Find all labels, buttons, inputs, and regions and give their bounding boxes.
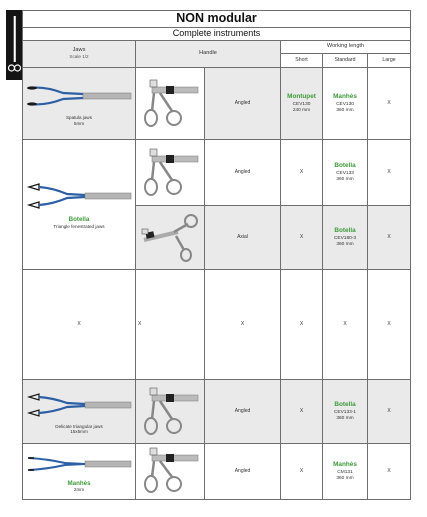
jaw-caption: Spatula jaws: [65, 115, 93, 121]
standard-cell: [323, 205, 368, 269]
standard-length: 360 mm: [336, 107, 354, 113]
short-cell: X: [281, 205, 323, 269]
table-row: [23, 139, 411, 205]
handle-image-cell: [136, 139, 205, 205]
angled-handle-image: [140, 381, 200, 441]
page-title: NON modular: [23, 11, 411, 28]
large-cell: X: [368, 67, 411, 139]
large-cell: X: [368, 443, 411, 499]
large-cell: X: [368, 269, 411, 379]
large-cell: X: [368, 379, 411, 443]
handle-column-header: Handle: [136, 40, 281, 67]
jaws-header-label: Jaws: [72, 47, 86, 54]
jaws-column-header: [23, 40, 136, 67]
standard-reference: CEV180-3: [333, 235, 357, 241]
handle-type: Angled: [205, 379, 281, 443]
jaws-cell: [23, 139, 136, 269]
angled-handle-image: [140, 142, 200, 202]
standard-brand: Botella: [334, 400, 356, 408]
large-cell: X: [368, 205, 411, 269]
jaw-brand: Botella: [68, 216, 90, 224]
standard-length: 360 mm: [336, 415, 354, 421]
standard-cell: X: [323, 269, 368, 379]
handle-type: Angled: [205, 67, 281, 139]
scissors-tab: [6, 10, 23, 80]
short-cell: X: [281, 269, 323, 379]
handle-image-cell: [136, 67, 205, 139]
jaws-cell: [23, 379, 136, 443]
manhes-jaws-image: [25, 450, 133, 478]
standard-reference: CEV133-1: [333, 409, 357, 415]
jaw-brand: Manhès: [67, 479, 91, 487]
scale-label: Scale 1/2: [69, 54, 89, 60]
standard-length: 360 mm: [336, 176, 354, 182]
standard-length: 360 mm: [336, 241, 354, 247]
standard-cell: [323, 379, 368, 443]
standard-cell: [323, 443, 368, 499]
standard-cell: [323, 67, 368, 139]
jaw-caption: Triangle fenestrated jaws: [53, 224, 105, 230]
short-cell: X: [281, 379, 323, 443]
table-row: [23, 67, 411, 139]
working-length-header: Working length: [281, 40, 411, 53]
jaw-size: 2mm: [73, 487, 85, 493]
short-cell: X: [281, 139, 323, 205]
standard-reference: CM131: [337, 469, 353, 475]
page-subtitle: Complete instruments: [23, 27, 411, 40]
handle-type: Angled: [205, 443, 281, 499]
standard-reference: CEV130: [336, 101, 354, 107]
large-column-header: Large: [368, 53, 411, 67]
handle-type: X: [205, 269, 281, 379]
standard-brand: Botella: [334, 161, 356, 169]
table-row: [23, 443, 411, 499]
jaw-size: 5mm: [73, 121, 85, 127]
angled-handle-image: [140, 445, 200, 497]
jaw-caption: Delicate triangular jaws: [55, 423, 103, 429]
short-cell: X: [281, 443, 323, 499]
large-cell: X: [368, 139, 411, 205]
standard-brand: Manhès: [333, 460, 357, 468]
angled-handle-image: [140, 71, 200, 135]
handle-image-cell: [136, 205, 205, 269]
handle-image-cell: [136, 379, 205, 443]
short-cell: [281, 67, 323, 139]
short-brand: Montupet: [287, 92, 316, 100]
short-reference: CEV130: [292, 101, 311, 107]
handle-type: Axial: [205, 205, 281, 269]
jaws-cell: [23, 67, 136, 139]
standard-brand: Manhès: [333, 92, 357, 100]
spatula-jaws-image: [25, 79, 133, 113]
standard-length: 360 mm: [336, 475, 354, 481]
short-column-header: Short: [281, 53, 323, 67]
jaws-cell: X: [23, 269, 136, 379]
delicate-triangular-jaws-image: [25, 388, 133, 422]
handle-type: Angled: [205, 139, 281, 205]
handle-image-cell: [136, 443, 205, 499]
standard-brand: Botella: [334, 226, 356, 234]
table-row: [23, 269, 411, 379]
standard-cell: [323, 139, 368, 205]
triangle-jaws-image: [25, 178, 133, 214]
standard-reference: CEV133: [336, 170, 354, 176]
axial-handle-image: [138, 212, 202, 262]
jaws-cell: [23, 443, 136, 499]
standard-column-header: Standard: [323, 53, 368, 67]
jaw-size: 15x5mm: [70, 429, 88, 435]
table-row: [23, 379, 411, 443]
short-length: 240 mm: [292, 107, 311, 113]
scissors-icon: [6, 10, 23, 80]
handle-image-cell: X: [136, 269, 205, 379]
instrument-table: [22, 10, 411, 500]
